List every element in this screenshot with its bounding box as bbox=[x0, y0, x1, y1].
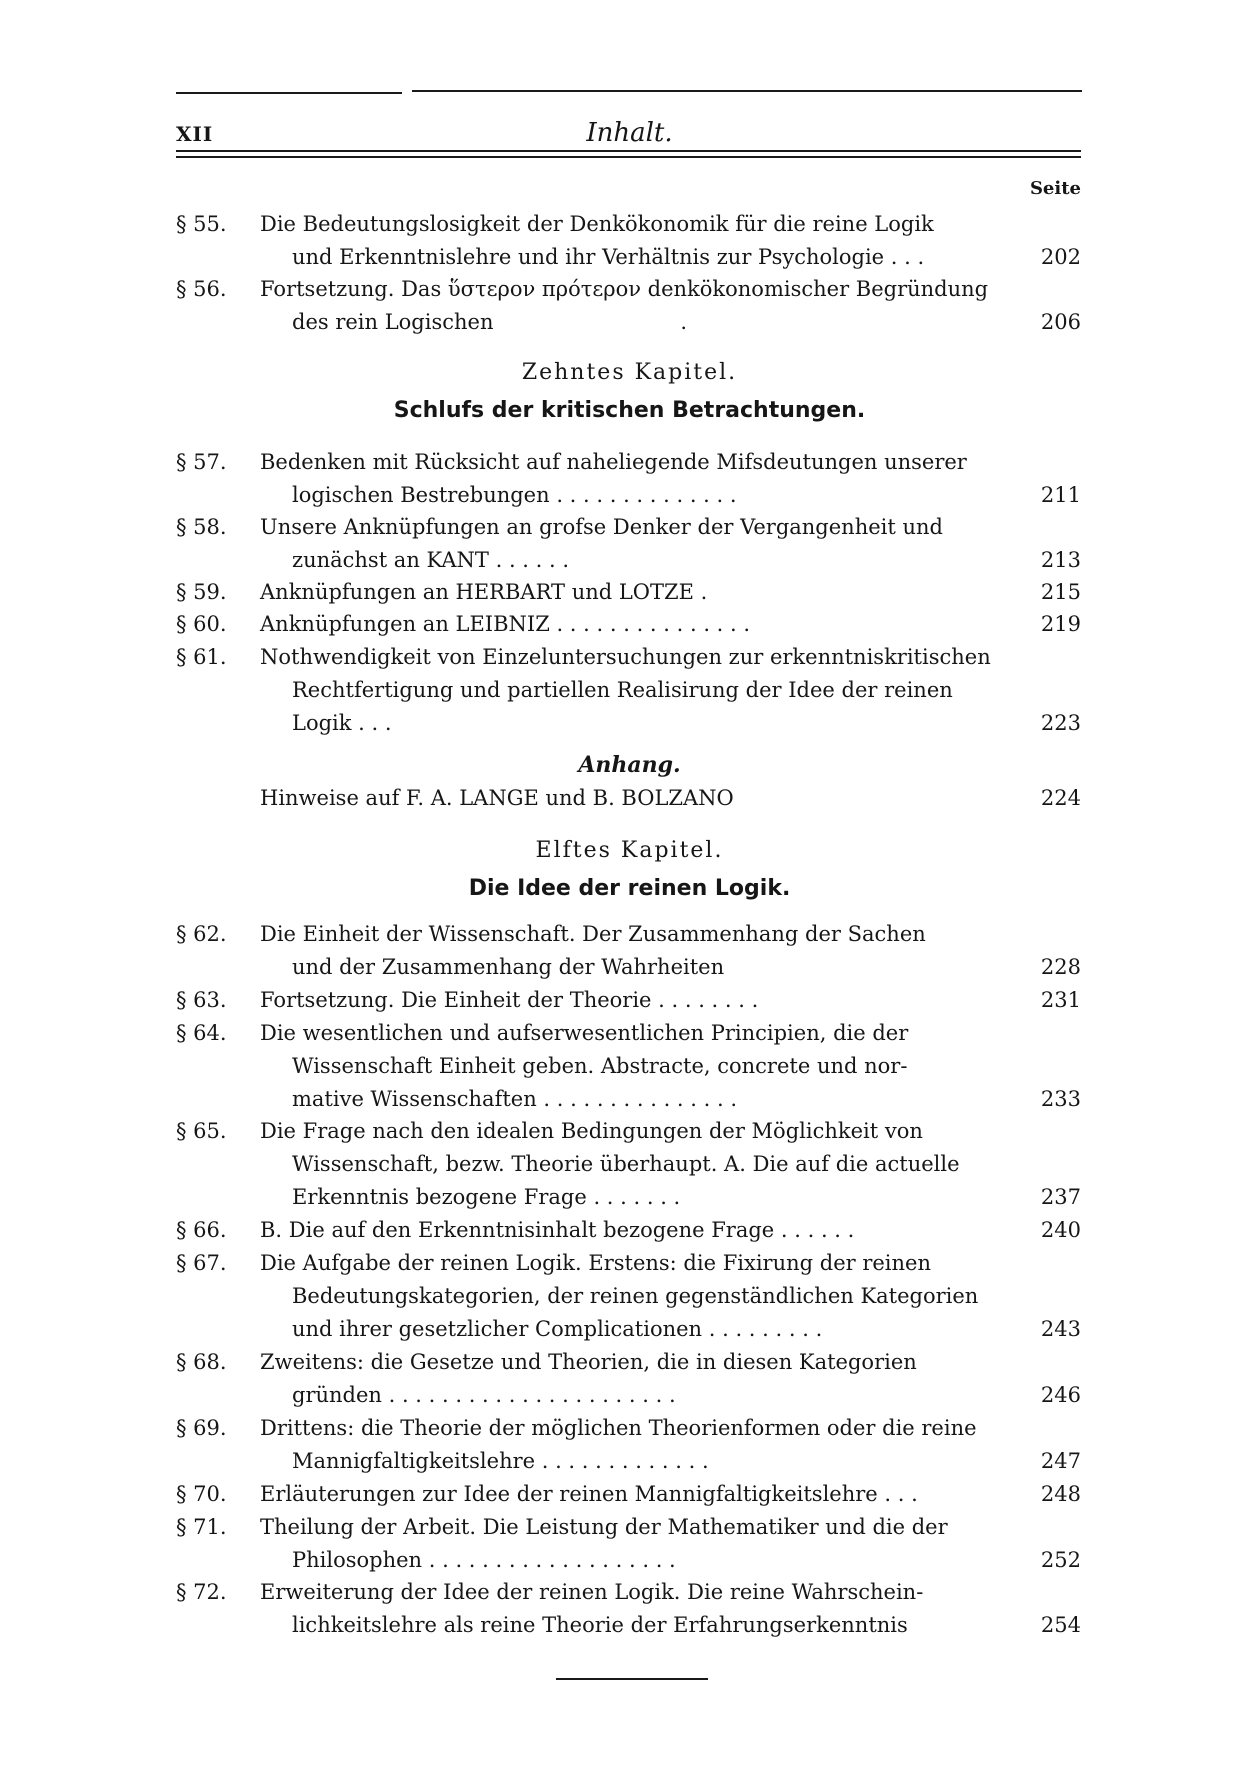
page-ref: 206 bbox=[1040, 310, 1081, 334]
page-ref: 202 bbox=[1040, 245, 1081, 269]
toc-entry bbox=[176, 277, 1081, 334]
entry-line: Mannigfaltigkeitslehre . . . . . . . . . . . . . bbox=[292, 1449, 709, 1473]
entry-line: Unsere Anknüpfungen an grofse Denker der Vergangenheit und bbox=[260, 515, 943, 539]
section-number: § 68. bbox=[176, 1350, 227, 1374]
toc-entry bbox=[176, 1218, 1081, 1252]
toc-entry bbox=[176, 1119, 1081, 1209]
header-rule-1 bbox=[176, 150, 1081, 152]
entry-line: logischen Bestrebungen . . . . . . . . . . . . . . bbox=[292, 483, 737, 507]
entry-line: Anknüpfungen an HERBART und LOTZE . bbox=[260, 580, 708, 604]
toc-entry bbox=[176, 786, 1081, 820]
entry-line: lichkeitslehre als reine Theorie der Erfahrungserkenntnis bbox=[292, 1613, 908, 1637]
entry-line: Theilung der Arbeit. Die Leistung der Mathematiker und die der bbox=[260, 1515, 948, 1539]
entry-line: Hinweise auf F. A. LANGE und B. BOLZANO bbox=[260, 786, 734, 810]
toc-entry bbox=[176, 1021, 1081, 1111]
entry-line: Die Bedeutungslosigkeit der Denkökonomik für die reine Logik bbox=[260, 212, 934, 236]
chapter-title: Die Idee der reinen Logik. bbox=[468, 876, 791, 901]
entry-line: B. Die auf den Erkenntnisinhalt bezogene Frage . . . . . . bbox=[260, 1218, 855, 1242]
page-ref: 246 bbox=[1040, 1383, 1081, 1407]
seite-label: Seite bbox=[1029, 178, 1081, 199]
toc-entry bbox=[176, 515, 1081, 572]
toc-entry bbox=[176, 1350, 1081, 1407]
page-ref: 237 bbox=[1040, 1185, 1081, 1209]
chapter-label: Elftes Kapitel. bbox=[535, 838, 724, 863]
page-ref: 252 bbox=[1040, 1548, 1081, 1572]
entry-line: und der Zusammenhang der Wahrheiten bbox=[292, 955, 725, 979]
entry-line: Rechtfertigung und partiellen Realisirung der Idee der reinen bbox=[292, 678, 953, 702]
page-ref: 254 bbox=[1040, 1613, 1081, 1637]
section-number: § 71. bbox=[176, 1515, 227, 1539]
section-number: § 65. bbox=[176, 1119, 227, 1143]
top-rule-left bbox=[176, 92, 402, 94]
top-rule-right bbox=[412, 90, 1082, 92]
entry-line: Die wesentlichen und aufserwesentlichen Principien, die der bbox=[260, 1021, 909, 1045]
section-number: § 59. bbox=[176, 580, 227, 604]
entry-line: Die Einheit der Wissenschaft. Der Zusammenhang der Sachen bbox=[260, 922, 926, 946]
entry-line: und ihrer gesetzlicher Complicationen . . . . . . . . . bbox=[292, 1317, 823, 1341]
section-number: § 56. bbox=[176, 277, 227, 301]
entry-line: zunächst an KANT . . . . . . bbox=[292, 548, 570, 572]
page-ref: 228 bbox=[1040, 955, 1081, 979]
entry-line: gründen . . . . . . . . . . . . . . . . . . . . . . bbox=[292, 1383, 676, 1407]
section-number: § 55. bbox=[176, 212, 227, 236]
toc-entry bbox=[176, 450, 1081, 507]
entry-line: Wissenschaft, bezw. Theorie überhaupt. A. Die auf die actuelle bbox=[292, 1152, 960, 1176]
entry-line: Erweiterung der Idee der reinen Logik. Die reine Wahrschein- bbox=[260, 1580, 924, 1604]
toc-entry bbox=[176, 1580, 1081, 1637]
entry-line: Fortsetzung. Die Einheit der Theorie . . . . . . . . bbox=[260, 988, 759, 1012]
entry-line: Fortsetzung. Das ὕστερον πρότερον denkökonomischer Begründung bbox=[260, 277, 989, 301]
toc-entry bbox=[176, 612, 1081, 646]
entry-line: Wissenschaft Einheit geben. Abstracte, concrete und nor- bbox=[292, 1054, 908, 1078]
toc-entry bbox=[176, 1515, 1081, 1572]
toc-entry bbox=[176, 988, 1081, 1022]
entry-line: Bedeutungskategorien, der reinen gegenständlichen Kategorien bbox=[292, 1284, 979, 1308]
entry-line: Zweitens: die Gesetze und Theorien, die in diesen Kategorien bbox=[260, 1350, 917, 1374]
entry-line: Bedenken mit Rücksicht auf naheliegende Mifsdeutungen unserer bbox=[260, 450, 967, 474]
toc-entry bbox=[176, 645, 1081, 735]
entry-line: Erkenntnis bezogene Frage . . . . . . . bbox=[292, 1185, 681, 1209]
page-ref: 223 bbox=[1040, 711, 1081, 735]
page-ref: 224 bbox=[1040, 786, 1081, 810]
section-number: § 64. bbox=[176, 1021, 227, 1045]
entry-line: des rein Logischen . bbox=[292, 310, 688, 334]
page-ref: 243 bbox=[1040, 1317, 1081, 1341]
page-ref: 247 bbox=[1040, 1449, 1081, 1473]
entry-line: und Erkenntnislehre und ihr Verhältnis zur Psychologie . . . bbox=[292, 245, 925, 269]
section-number: § 60. bbox=[176, 612, 227, 636]
section-number: § 70. bbox=[176, 1482, 227, 1506]
section-number: § 61. bbox=[176, 645, 227, 669]
header-rule-2 bbox=[176, 156, 1081, 158]
page-ref: 213 bbox=[1040, 548, 1081, 572]
section-number: § 62. bbox=[176, 922, 227, 946]
page-ref: 219 bbox=[1040, 612, 1081, 636]
entry-line: Philosophen . . . . . . . . . . . . . . . . . . . bbox=[292, 1548, 676, 1572]
section-number: § 72. bbox=[176, 1580, 227, 1604]
page-ref: 211 bbox=[1040, 483, 1081, 507]
page-ref: 233 bbox=[1040, 1087, 1081, 1111]
page-title: Inhalt. bbox=[586, 118, 673, 148]
toc-entry bbox=[176, 922, 1081, 979]
page-ref: 231 bbox=[1040, 988, 1081, 1012]
toc-entry bbox=[176, 212, 1081, 269]
entry-line: Drittens: die Theorie der möglichen Theorienformen oder die reine bbox=[260, 1416, 977, 1440]
page-number: XII bbox=[176, 122, 214, 146]
page-ref: 240 bbox=[1040, 1218, 1081, 1242]
chapter-title: Schlufs der kritischen Betrachtungen. bbox=[393, 398, 866, 423]
section-number: § 57. bbox=[176, 450, 227, 474]
entry-line: Nothwendigkeit von Einzeluntersuchungen zur erkenntniskritischen bbox=[260, 645, 991, 669]
entry-line: Logik . . . bbox=[292, 711, 392, 735]
entry-line: Anknüpfungen an LEIBNIZ . . . . . . . . . . . . . . . bbox=[260, 612, 751, 636]
toc-entry bbox=[176, 1251, 1081, 1341]
toc-entry bbox=[176, 580, 1081, 614]
section-number: § 66. bbox=[176, 1218, 227, 1242]
section-number: § 63. bbox=[176, 988, 227, 1012]
entry-line: Erläuterungen zur Idee der reinen Mannigfaltigkeitslehre . . . bbox=[260, 1482, 918, 1506]
entry-line: mative Wissenschaften . . . . . . . . . . . . . . . bbox=[292, 1087, 737, 1111]
entry-line: Die Frage nach den idealen Bedingungen der Möglichkeit von bbox=[260, 1119, 923, 1143]
appendix-label: Anhang. bbox=[578, 752, 681, 778]
toc-entry bbox=[176, 1416, 1081, 1473]
entry-line: Die Aufgabe der reinen Logik. Erstens: die Fixirung der reinen bbox=[260, 1251, 931, 1275]
section-number: § 67. bbox=[176, 1251, 227, 1275]
bottom-rule bbox=[556, 1678, 708, 1680]
chapter-label: Zehntes Kapitel. bbox=[521, 360, 738, 385]
page-ref: 248 bbox=[1040, 1482, 1081, 1506]
section-number: § 58. bbox=[176, 515, 227, 539]
toc-entry bbox=[176, 1482, 1081, 1516]
page-ref: 215 bbox=[1040, 580, 1081, 604]
section-number: § 69. bbox=[176, 1416, 227, 1440]
